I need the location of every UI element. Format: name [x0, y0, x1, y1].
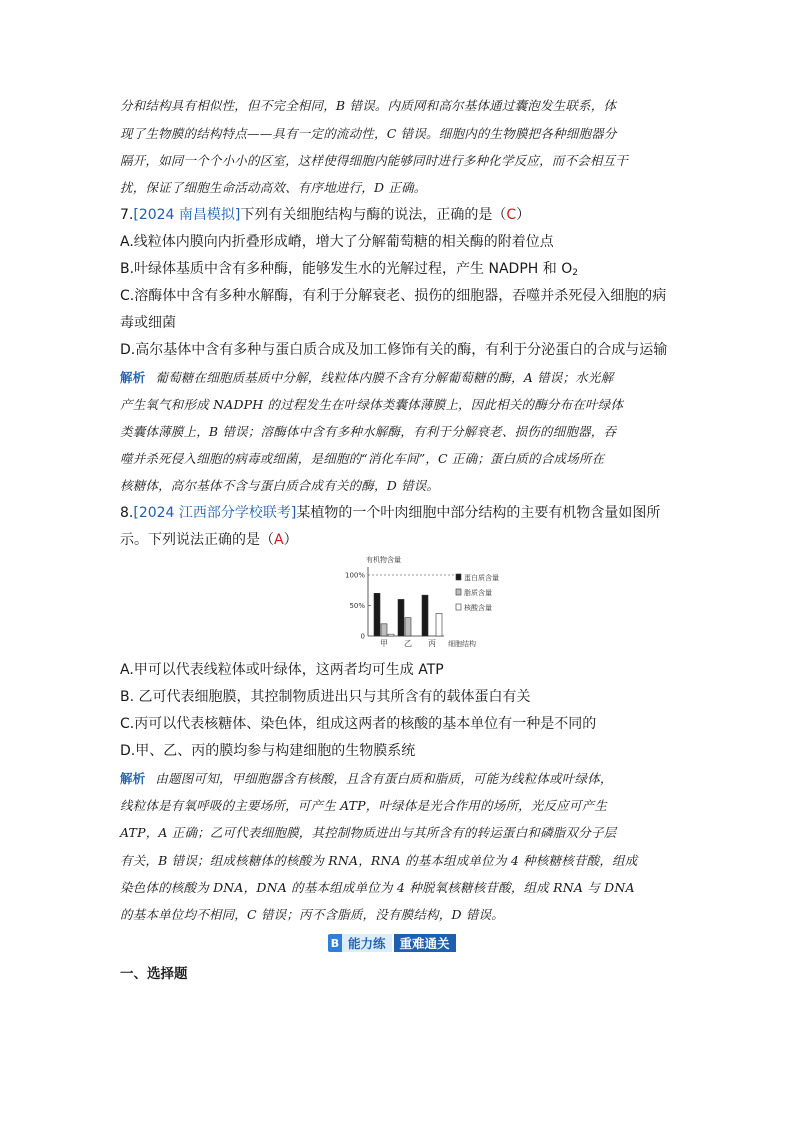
analysis-line: 解析 由题图可知，甲细胞器含有核酸，且含有蛋白质和脂质，可能为线粒体或叶绿体，: [120, 771, 613, 786]
question-stem: 某植物的一个叶肉细胞中部分结构的主要有机物含量如图所: [296, 505, 661, 521]
analysis-line: 有关，B 错误；组成核糖体的核酸为 RNA，RNA 的基本组成单位为 4 种核糖核苷酸，组成: [120, 853, 638, 868]
intro-line: 隔开，如同一个个小小的区室，这样使得细胞内能够同时进行多种化学反应，而不会相互干: [120, 153, 629, 168]
legend-swatch: [456, 574, 461, 580]
analysis-line: 核糖体，高尔基体不含与蛋白质合成有关的酶，D 错误。: [120, 478, 440, 493]
question-8-stem-cont: 示。下列说法正确的是（A）: [120, 532, 298, 548]
intro-line: 扰，保证了细胞生命活动高效、有序地进行，D 正确。: [120, 180, 427, 195]
intro-line: 现了生物膜的结构特点——具有一定的流动性，C 错误。细胞内的生物膜把各种细胞器分: [120, 126, 617, 141]
bar-0-0: [374, 593, 380, 636]
bar-2-2: [436, 613, 442, 636]
legend-label: 核酸含量: [464, 604, 492, 612]
y-axis-label: 有机物含量: [366, 556, 401, 564]
y-tick-label: 100%: [344, 571, 365, 580]
option-c: C.溶酶体中含有多种水解酶，有利于分解衰老、损伤的细胞器，吞噬并杀死侵入细胞的病: [120, 288, 667, 304]
bar-2-0: [422, 595, 428, 636]
question-number: 7.: [120, 207, 134, 223]
question-source: [2024 南昌模拟]: [133, 207, 241, 223]
analysis-line: 噬并杀死侵入细胞的病毒或细菌，是细胞的“消化车间”，C 正确；蛋白质的合成场所在: [120, 451, 605, 466]
legend-label: 脂质含量: [464, 589, 492, 597]
legend-swatch: [456, 589, 461, 595]
question-source: [2024 江西部分学校联考]: [133, 505, 297, 521]
answer-close: ）: [516, 207, 531, 223]
y-tick-label: 50%: [349, 602, 365, 610]
legend-label: 蛋白质含量: [464, 574, 499, 582]
section-badge: [328, 934, 456, 952]
option-b: B.叶绿体基质中含有多种酶，能够发生水的光解过程，产生 NADPH 和 $O_2$: [120, 261, 578, 278]
analysis-label: 解析: [120, 771, 146, 786]
legend-swatch: [456, 604, 461, 610]
option-c-cont: 毒或细菌: [120, 315, 176, 331]
bar-1-0: [398, 599, 404, 636]
section-heading: 一、选择题: [120, 966, 188, 982]
y-tick-label: 0: [360, 632, 365, 641]
x-tick-label: 丙: [428, 639, 436, 648]
analysis-line: 类囊体薄膜上，B 错误；溶酶体中含有多种水解酶，有利于分解衰老、损伤的细胞器，吞: [120, 424, 617, 439]
analysis-line: 线粒体是有氧呼吸的主要场所，可产生 ATP，叶绿体是光合作用的场所，光反应可产生: [120, 798, 608, 813]
option-a: A.甲可以代表线粒体或叶绿体，这两者均可生成 ATP: [120, 662, 444, 678]
option-d: D.甲、乙、丙的膜均参与构建细胞的生物膜系统: [120, 743, 416, 759]
analysis-line: 产生氧气和形成 NADPH 的过程发生在叶绿体类囊体薄膜上，因此相关的酶分布在叶绿体: [120, 397, 624, 412]
question-8-stem: [120, 503, 660, 523]
bar-0-2: [388, 634, 394, 636]
option-d: D.高尔基体中含有多种与蛋白质合成及加工修饰有关的酶，有利于分泌蛋白的合成与运输: [120, 342, 668, 358]
bar-0-1: [381, 624, 387, 636]
section-subtitle: 重难通关: [394, 934, 456, 952]
section-letter: B: [328, 934, 342, 952]
analysis-line: ATP，A 正确；乙可代表细胞膜，其控制物质进出与其所含有的转运蛋白和磷脂双分子层: [120, 825, 617, 840]
x-tick-label: 甲: [380, 639, 388, 648]
question-stem: 下列有关细胞结构与酶的说法，正确的是（: [240, 207, 507, 223]
question-number: 8.: [120, 505, 134, 521]
intro-line: 分和结构具有相似性，但不完全相同，B 错误。内质网和高尔基体通过囊泡发生联系，体: [120, 98, 617, 113]
analysis-line: 的基本单位均不相同，C 错误；丙不含脂质，没有膜结构，D 错误。: [120, 907, 504, 922]
option-a: A.线粒体内膜向内折叠形成嵴，增大了分解葡萄糖的相关酶的附着位点: [120, 234, 554, 250]
organic-content-bar-chart: [336, 556, 499, 652]
answer-letter: A: [274, 532, 284, 548]
answer-letter: C: [506, 207, 517, 223]
question-7-stem: [120, 205, 530, 225]
x-axis-label: 细胞结构: [448, 640, 476, 648]
analysis-line: 染色体的核酸为 DNA，DNA 的基本组成单位为 4 种脱氧核糖核苷酸，组成 RNA 与 DNA: [120, 880, 635, 895]
section-title: 能力练: [342, 934, 392, 952]
option-c: C.丙可以代表核糖体、染色体，组成这两者的核酸的基本单位有一种是不同的: [120, 716, 597, 732]
analysis-line: 解析 葡萄糖在细胞质基质中分解，线粒体内膜不含有分解葡萄糖的酶，A 错误；水光解: [120, 370, 614, 385]
option-b: B. 乙可代表细胞膜，其控制物质进出只与其所含有的载体蛋白有关: [120, 689, 531, 705]
x-tick-label: 乙: [404, 639, 412, 648]
bar-1-1: [405, 618, 411, 636]
analysis-label: 解析: [120, 370, 146, 385]
